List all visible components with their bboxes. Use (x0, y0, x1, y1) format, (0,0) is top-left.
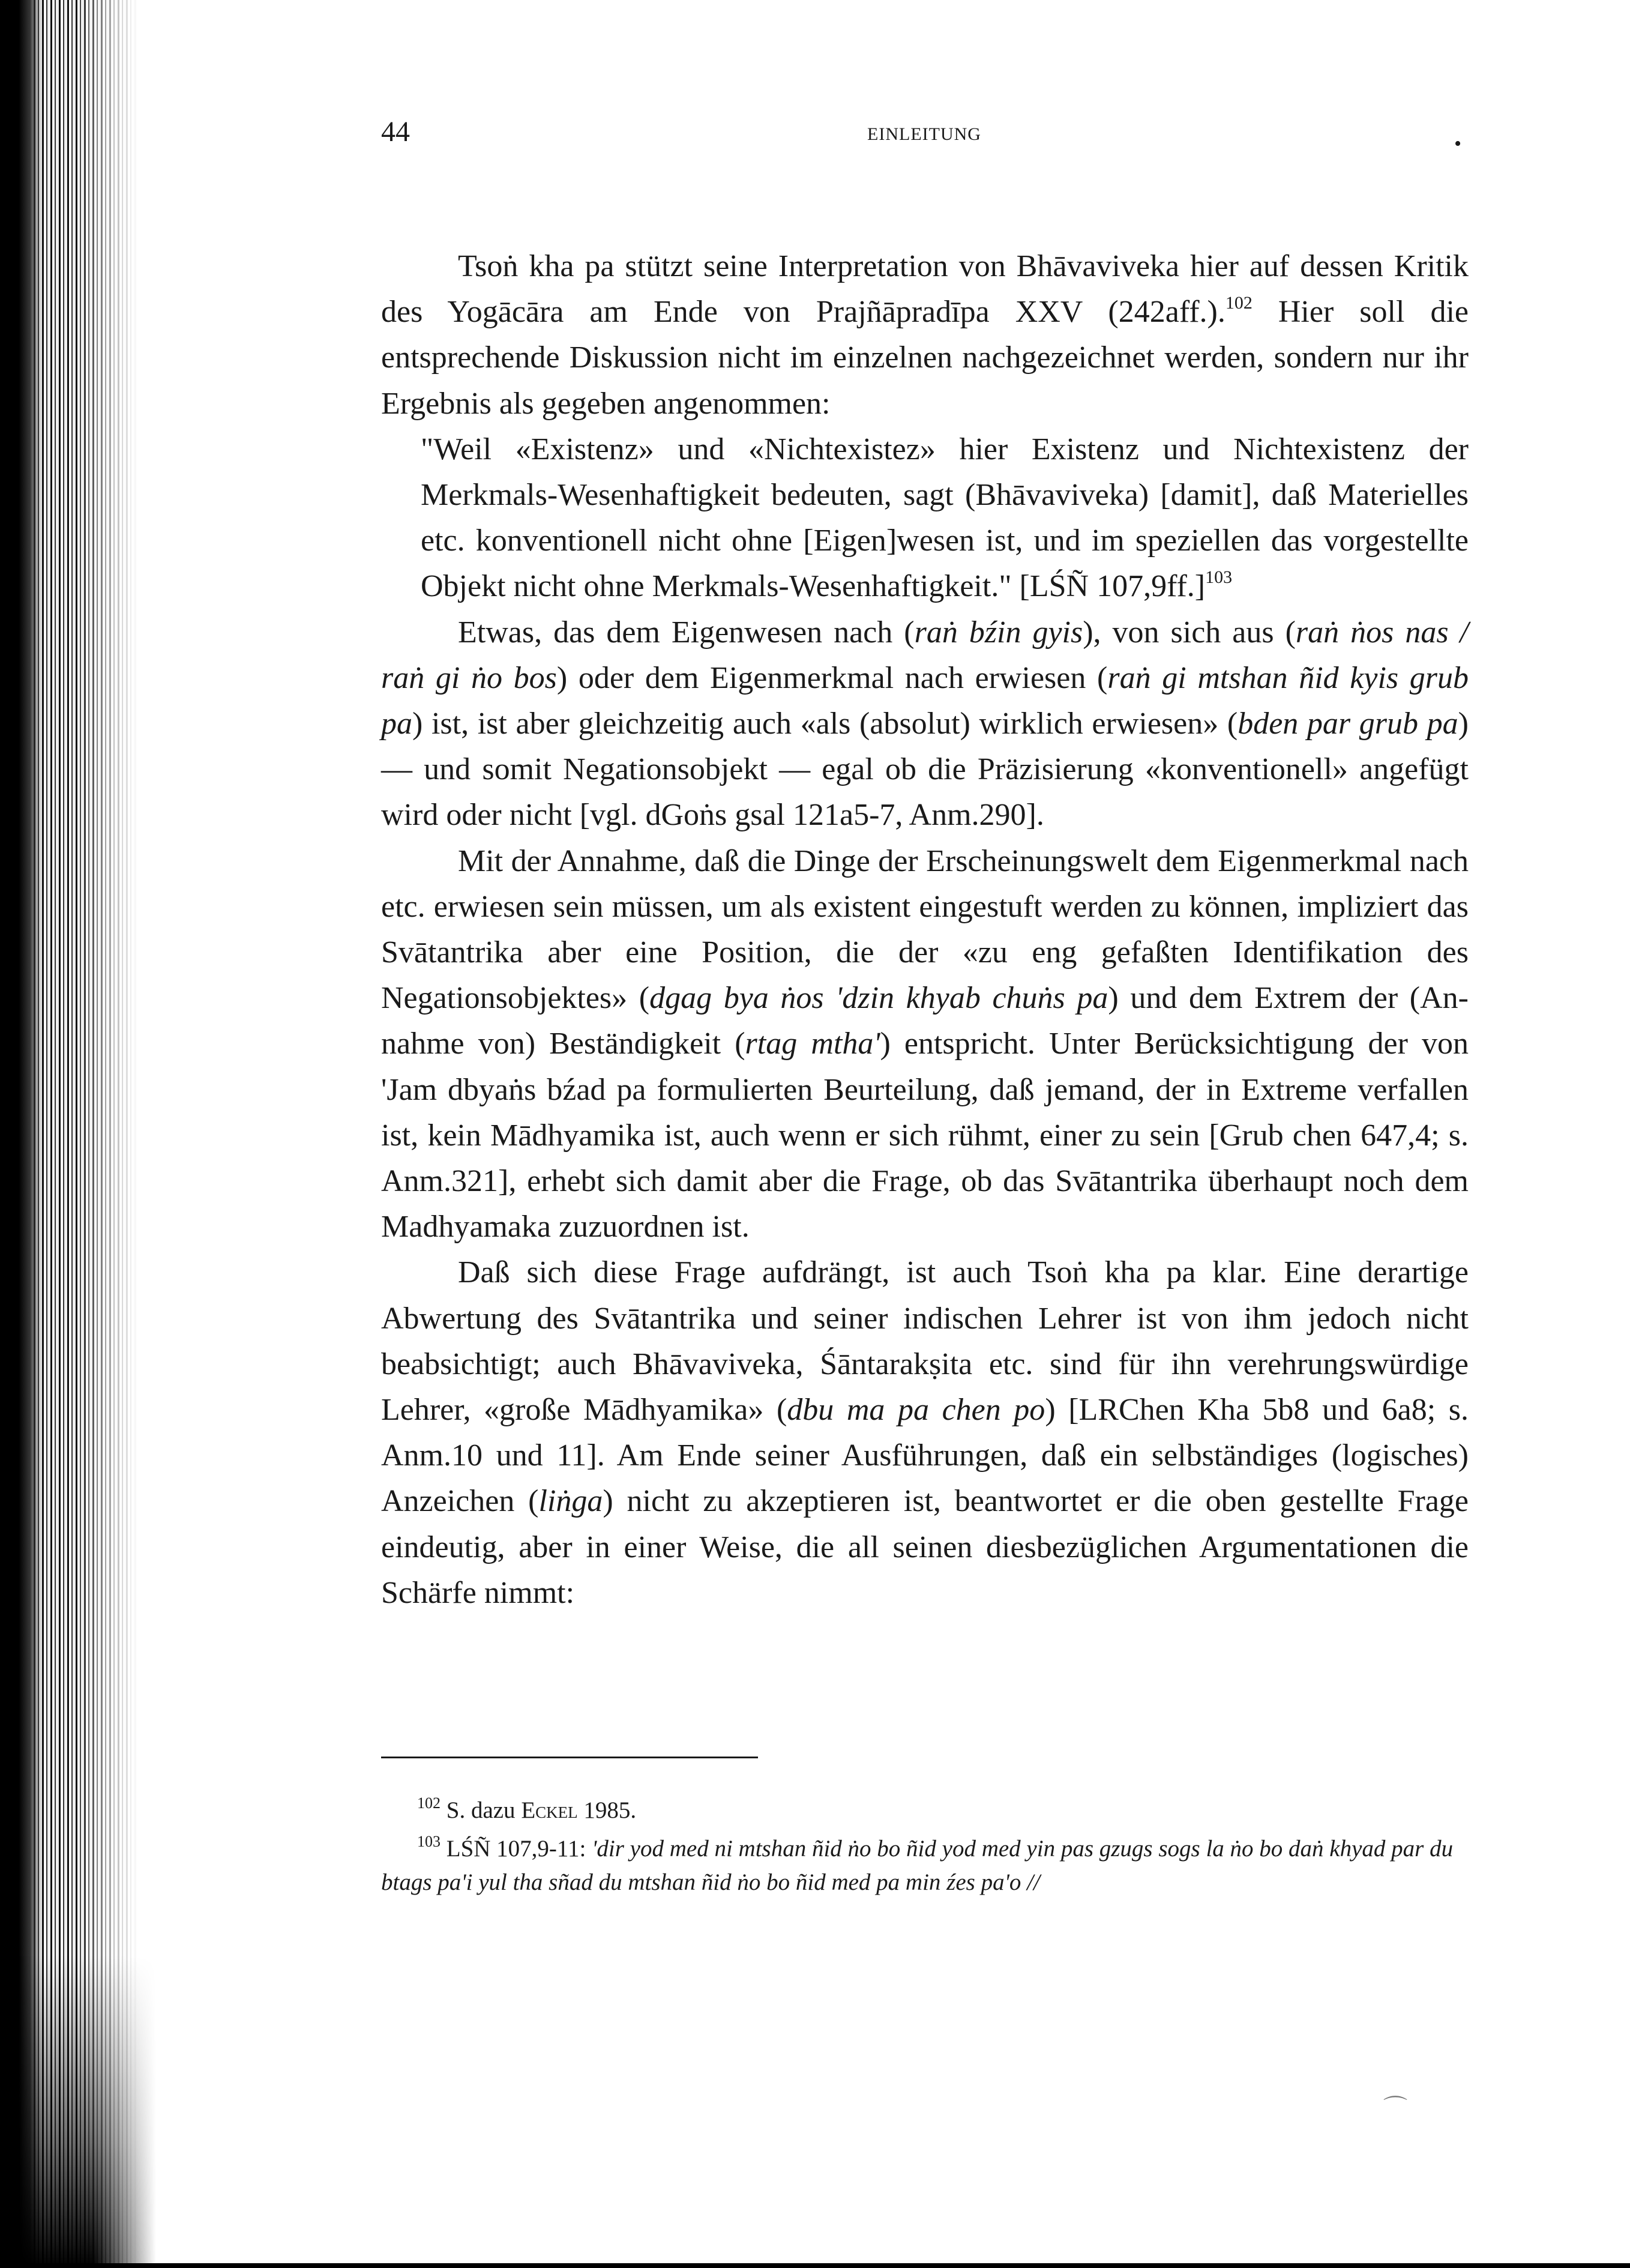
tibetan-term: dgag bya ṅos 'dzin khyab chuṅs pa (649, 981, 1108, 1016)
page-number: 44 (381, 116, 410, 148)
paragraph-3-text: ) und dem Extrem der (Annahme von) Beständigkeit ( (381, 981, 1469, 1061)
running-head: EINLEITUNG (867, 124, 981, 144)
tibetan-term: rtag mtha' (745, 1027, 880, 1061)
paragraph-4-text: ) nicht zu akzeptieren ist, beantwortet er die oben gestellte Frage eindeutig, aber in einer Weise, die all seinen diesbezüglichen Argumentationen die Schärfe nimmt: (381, 1484, 1469, 1610)
paragraph-1 (381, 244, 1469, 427)
paragraph-1-text-b: Hier soll die entsprechende Diskussion nicht im einzelnen nachgezeichnet werden, sondern nur ihr Ergebnis als gegeben angenommen: (381, 295, 1469, 421)
paragraph-4-text: Daß sich diese Frage aufdrängt, ist auch Tsoṅ kha pa klar. Eine derartige Abwertung des Svātantrika und seiner indischen Lehrer ist von ihm jedoch nicht beabsichtigt; auch Bhāvaviveka, Śāntarakṣita etc. sind für ihn verehrungswürdige Lehrer, «große Mādhyamika» ( (381, 1255, 1469, 1428)
paragraph-3 (381, 839, 1469, 1250)
paragraph-2-text: ) ist, ist aber gleichzeitig auch «als (absolut) wirklich erwiesen» ( (412, 707, 1238, 741)
scan-speck: • (1454, 133, 1461, 155)
footnote-number: 103 (417, 1833, 441, 1850)
tibetan-term: raṅ gi mtshan ñid kyis grub pa (381, 660, 1469, 741)
block-quote-text: "Weil «Existenz» und «Nichtexistez» hier Existenz und Nichtexistenz der Merkmals-Wesenhaftigkeit bedeuten, sagt (Bhāvaviveka) [damit], daß Materielles etc. konventionell nicht ohne [Eigen]wesen ist, und im speziellen das vorgestellte Objekt nicht ohne Merkmals-Wesenhaftigkeit." [LŚÑ 107,9ff.] (421, 432, 1469, 604)
footnote-103 (381, 1832, 1469, 1899)
paragraph-2-text: ) oder dem Eigenmerkmal nach erwiesen ( (556, 660, 1108, 695)
footnote-ref-103: 103 (1205, 567, 1233, 588)
footnote-102 (381, 1794, 1469, 1827)
paragraph-1-text-a: Tsoṅ kha pa stützt seine Interpretation von Bhāvaviveka hier auf dessen Kritik des Yogācāra am Ende von Prajñāpradīpa XXV (242aff.). (381, 249, 1469, 330)
tibetan-term: dbu ma pa chen po (787, 1393, 1045, 1428)
footnote-ref-102: 102 (1225, 293, 1253, 313)
binding-shadow (0, 0, 42, 2268)
footnote-number: 102 (417, 1794, 441, 1812)
main-text (381, 244, 1469, 1616)
sanskrit-term: liṅga (538, 1484, 603, 1519)
paragraph-2-text: ) — und somit Negationsobjekt — egal ob die Präzisierung «konventionell» angefügt wird oder nicht [vgl. dGoṅs gsal 121a5-7, Anm.290]. (381, 707, 1469, 833)
paragraph-4 (381, 1250, 1469, 1616)
paragraph-3-text: ) entspricht. Unter Berücksichtigung der von 'Jam dbyaṅs bźad pa formulierten Beurteilung, daß jemand, der in Extreme verfallen ist, kein Mādhyamika ist, auch wenn er sich rühmt, einer zu sein [Grub chen 647,4; s. Anm.321], erhebt sich damit aber die Frage, ob das Svātantrika überhaupt noch dem Madhyamaka zuzuordnen ist. (381, 1027, 1469, 1244)
paragraph-2-text: Etwas, das dem Eigenwesen nach ( (458, 615, 915, 650)
scan-mark: ⌒ (1383, 2095, 1407, 2122)
tibetan-term: raṅ ṅos nas / raṅ gi ṅo bos (381, 615, 1469, 695)
paragraph-4-text: ) [LRChen Kha 5b8 und 6a8; s. Anm.10 und 11]. Am Ende seiner Ausführungen, daß ein selbständiges (logisches) Anzeichen ( (381, 1393, 1469, 1519)
paragraph-3-text: Mit der Annahme, daß die Dinge der Erscheinungswelt dem Eigenmerkmal nach etc. erwiesen sein müssen, um als existent eingestuft werden zu können, impliziert das Svātantrika aber eine Position, die der «zu eng gefaßten Identifikation des Negationsobjektes» ( (381, 843, 1469, 1016)
tibetan-term: raṅ bźin gyis (914, 615, 1083, 650)
scan-bottom-edge (0, 2263, 1630, 2268)
footnote-text: S. dazu (441, 1797, 522, 1823)
footnote-text: 1985. (577, 1797, 637, 1823)
block-quote (421, 427, 1469, 610)
tibetan-term: bden par grub pa (1238, 707, 1458, 741)
footnote-reference: LŚÑ 107,9-11: (441, 1836, 592, 1862)
paragraph-2 (381, 610, 1469, 839)
paragraph-2-text: ), von sich aus ( (1083, 615, 1296, 650)
footnotes (381, 1794, 1469, 1904)
footnote-author: Eckel (521, 1797, 578, 1823)
binding-shadow-bottom (0, 1956, 156, 2268)
footnote-separator (381, 1757, 758, 1758)
footnote-tibetan-text: 'dir yod med ni mtshan ñid ṅo bo ñid yod med yin pas gzugs sogs la ṅo bo daṅ khyad par du btags pa'i yul tha sñad du mtshan ñid ṅo bo ñid med pa min źes pa'o // (381, 1836, 1454, 1895)
page-header (381, 114, 1467, 155)
